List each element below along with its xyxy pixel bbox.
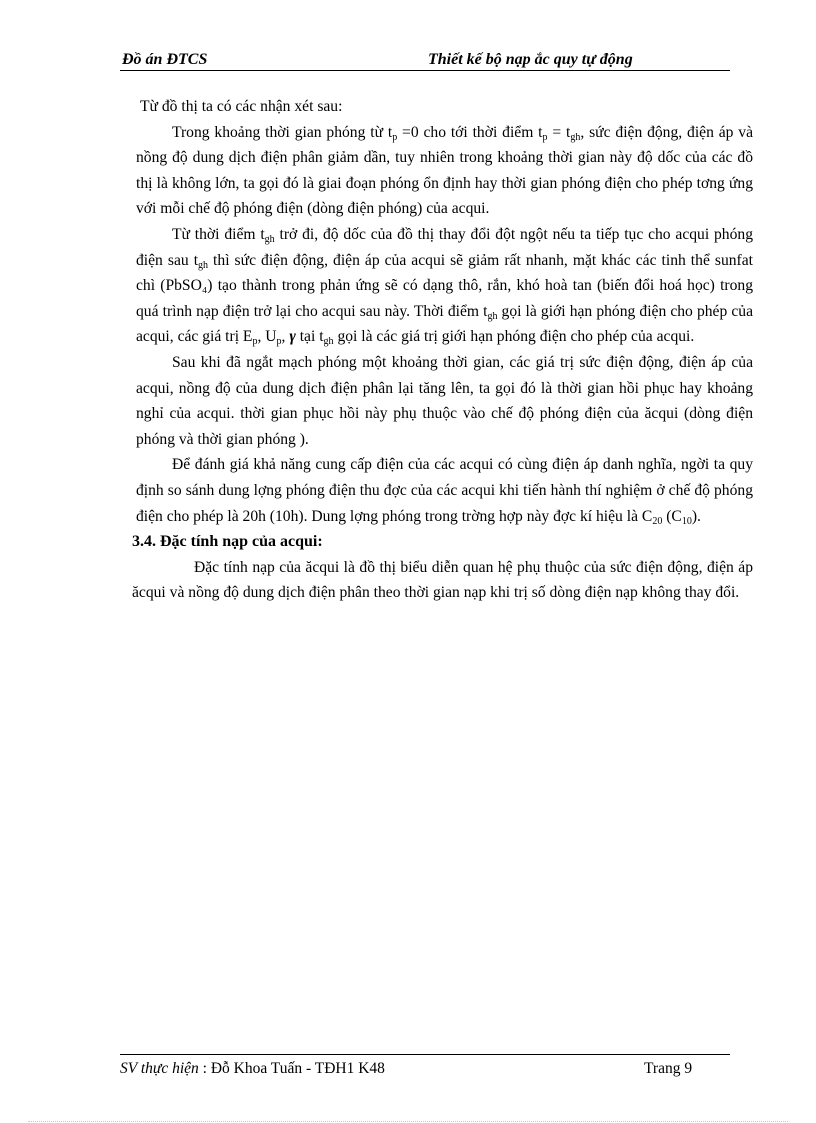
bottom-dotted-rule xyxy=(28,1121,788,1122)
section-title: 3.4. Đặc tính nạp của acqui: xyxy=(132,533,323,551)
page-footer xyxy=(120,1058,730,1080)
footer-student-info: : Đỗ Khoa Tuấn - TĐH1 K48 xyxy=(198,1060,385,1077)
page-number: Trang 9 xyxy=(644,1060,693,1077)
paragraph-capacity: Để đánh giá khả năng cung cấp điện của các acqui có cùng điện áp danh nghĩa, ngời ta quy định so sánh dung lợng phóng điện thu đợc của các acqui khi tiến hành thí nghiệm ở chế độ phóng điện cho phép là 20h (10h). Dung lợng phóng trong trờng hợp này đợc kí hiệu là $C_{20}$ $(C_{10})$. xyxy=(136,456,753,527)
footer-divider xyxy=(120,1054,730,1055)
paragraph-charge-characteristic: Đặc tính nạp của ăcqui là đồ thị biểu diễn quan hệ phụ thuộc của sức điện động, điện áp ăcqui và nồng độ dung dịch điện phân theo thời gian nạp khi trị số dòng điện nạp không thay đổi. xyxy=(132,558,753,602)
document-body xyxy=(132,94,754,606)
header-project-title: Đồ án ĐTCS xyxy=(122,51,208,68)
paragraph-discharge-limit: Từ thời điểm $t_{gh}$ trở đi, độ dốc của đồ thị thay đổi đột ngột nếu ta tiếp tục cho acqui phóng điện sau $t_{gh}$ thì sức điện động, điện áp của acqui sẽ giảm rất nhanh, mặt khác các tinh thể sunfat chì (PbSO₄) tạo thành trong phản ứng sẽ có dạng thô, rắn, khó hoà tan (biến đổi hoá học) trong quá trình nạp điện trở lại cho acqui sau này. Thời điểm $t_{gh}$ gọi là giới hạn phóng điện cho phép của acqui, các giá trị $E_p$, $U_p$, γ tại $t_{gh}$ gọi là các giá trị giới hạn phóng điện cho phép của acqui. xyxy=(136,225,754,348)
header-topic-title: Thiết kế bộ nạp ắc quy tự động xyxy=(428,51,633,68)
paragraph-recovery: Sau khi đã ngắt mạch phóng một khoảng thời gian, các giá trị sức điện động, điện áp của acqui, nồng độ của dung dịch điện phân lại tăng lên, ta gọi đó là thời gian hồi phục hay khoảng nghỉ của acqui. thời gian phục hồi này phụ thuộc vào chế độ phóng điện của ăcqui (dòng điện phóng và thời gian phóng ). xyxy=(136,353,753,448)
intro-line: Từ đồ thị ta có các nhận xét sau: xyxy=(140,98,343,115)
footer-student-label: SV thực hiện xyxy=(120,1060,199,1077)
gamma-symbol: γ xyxy=(289,328,296,346)
page-header xyxy=(120,50,730,71)
paragraph-discharge-stable: Trong khoảng thời gian phóng từ $t_p =0$ cho tới thời điểm $t_p = t_{gh}$, sức điện động, điện áp và nồng độ dung dịch điện phân giảm dần, tuy nhiên trong khoảng thời gian này độ dốc của các đồ thị là không lớn, ta gọi đó là giai đoạn phóng ổn định hay thời gian phóng điện cho phép tơng ứng với mỗi chế độ phóng điện (dòng điện phóng) của acqui. xyxy=(136,123,753,218)
